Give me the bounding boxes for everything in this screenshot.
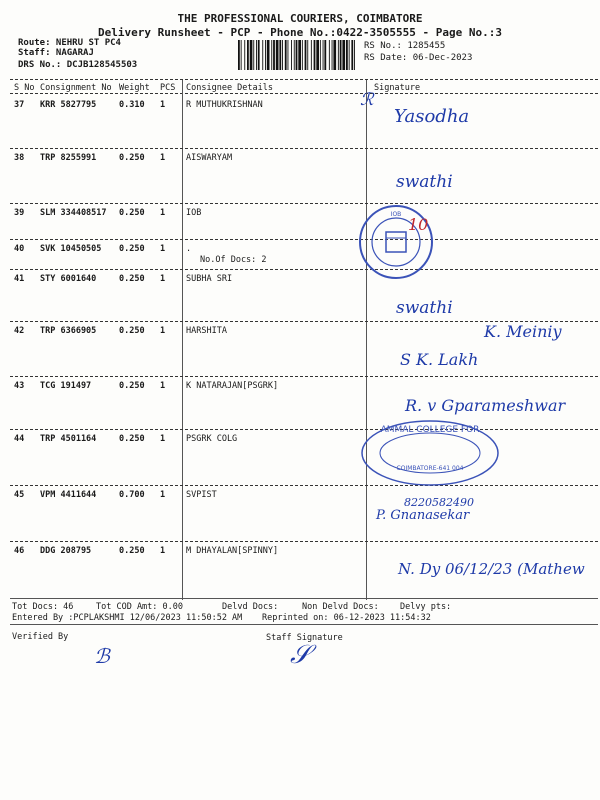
barcode-bar [346,40,348,70]
barcode-bar [298,40,301,70]
barcode-bar [276,40,279,70]
row-separator [10,429,598,430]
row-consignment-no: KRR 5827795 [40,100,97,110]
barcode-bar [273,40,275,70]
barcode-bar [307,40,308,70]
row-consignment-no: DDG 208795 [40,546,92,556]
row-pcs: 1 [160,153,166,163]
svg-text:10: 10 [408,215,429,234]
row-consignee: K NATARAJAN[PSGRK] [186,381,279,391]
col-consignee: Consignee Details [186,83,273,93]
row-weight: 0.250 [119,274,145,284]
barcode-bar [267,40,270,70]
entered-by: Entered By :PCPLAKSHMI 12/06/2023 11:50:52 AM [12,613,243,623]
row-pcs: 1 [160,490,166,500]
row-pcs: 1 [160,208,166,218]
column-divider [182,80,183,600]
column-divider [366,80,367,600]
row-sno: 40 [14,244,25,254]
row-consignment-no: TRP 8255991 [40,153,97,163]
row-sno: 38 [14,153,25,163]
barcode-bar [238,40,240,70]
route-label: Route: NEHRU ST PC4 [18,38,121,48]
row-separator [10,541,598,542]
barcode-bar [250,40,253,70]
signature-37: Yasodha [394,106,470,127]
rs-number: RS No.: 1285455 [364,41,446,51]
verified-by-label: Verified By [12,632,69,642]
svg-text:IOB: IOB [390,211,402,218]
svg-text:COIMBATORE-641 004: COIMBATORE-641 004 [396,465,464,472]
table-header-rule [10,93,598,94]
barcode-bar [332,40,333,70]
barcode-bar [342,40,345,70]
barcode-bar [302,40,303,70]
barcode-bar [314,40,316,70]
barcode-bar [316,40,319,70]
row-separator [10,239,598,240]
row-consignment-no: TRP 4501164 [40,434,97,444]
row-consignment-no: STY 6001640 [40,274,97,284]
delivery-points: Delvy pts: [400,602,452,612]
col-consignment: Consignment No [40,83,112,93]
col-pcs: PCS [160,83,176,93]
college-stamp-image [360,418,500,488]
svg-text:AMMAL COLLEGE FOR: AMMAL COLLEGE FOR [380,425,480,435]
barcode-bar [351,40,353,70]
row-consignee: SUBHA SRI [186,274,233,284]
barcode-bar [241,40,242,70]
table-top-rule [10,79,598,80]
row-sno: 37 [14,100,25,110]
row-weight: 0.250 [119,381,145,391]
barcode-bar [262,40,263,70]
staff-signature-label: Staff Signature [266,633,343,643]
barcode-image [236,40,358,70]
row-separator [10,269,598,270]
rs-date: RS Date: 06-Dec-2023 [364,53,473,63]
row-pcs: 1 [160,326,166,336]
row-weight: 0.250 [119,208,145,218]
row-sno: 45 [14,490,25,500]
barcode-bar [354,40,355,70]
row-consignee: R MUTHUKRISHNAN [186,100,263,110]
row-pcs: 1 [160,381,166,391]
barcode-bar [271,40,272,70]
row-pcs: 1 [160,546,166,556]
row-separator [10,376,598,377]
row-consignee: SVPIST [186,490,217,500]
barcode-bar [244,40,245,70]
row-sno: 46 [14,546,25,556]
barcode-bar [258,40,260,70]
barcode-bar [294,40,295,70]
signature-46: N. Dy 06/12/23 (Mathew [398,560,585,578]
row-note: No.Of Docs: 2 [200,255,267,265]
barcode-bar [323,40,324,70]
barcode-bar [279,40,281,70]
row-weight: 0.250 [119,326,145,336]
barcode-bar [282,40,283,70]
barcode-bar [253,40,254,70]
row-separator [10,203,598,204]
row-separator [10,485,598,486]
row-weight: 0.250 [119,153,145,163]
staff-label: Staff: NAGARAJ [18,48,94,58]
barcode-bar [349,40,350,70]
barcode-bar [311,40,312,70]
row-consignment-no: TRP 6366905 [40,326,97,336]
total-cod: Tot COD Amt: 0.00 [96,602,183,612]
row-sno: 39 [14,208,25,218]
barcode-bar [340,40,342,70]
page-subtitle: Delivery Runsheet - PCP - Phone No.:0422-3505555 - Page No.:3 [98,26,502,39]
row-consignee: . [186,244,192,254]
barcode-bar [333,40,336,70]
row-sno: 43 [14,381,25,391]
row-sno: 42 [14,326,25,336]
row-weight: 0.250 [119,244,145,254]
barcode-bar [285,40,287,70]
barcode-bar [247,40,249,70]
signature-43: R. v Gparameshwar [405,396,566,415]
barcode-bar [291,40,292,70]
verifier-signature-image: ℬ [94,644,110,668]
row-sno: 44 [14,434,25,444]
row-pcs: 1 [160,434,166,444]
total-docs: Tot Docs: 46 [12,602,74,612]
barcode-bar [265,40,266,70]
row-consignee: IOB [186,208,202,218]
footer-rule [10,598,598,599]
signature-initial: ℛ [360,90,374,110]
reprinted-on: Reprinted on: 06-12-2023 11:54:32 [262,613,431,623]
row-consignment-no: VPM 4411644 [40,490,97,500]
signature-42-a: K. Meiniy [484,322,562,341]
barcode-bar [320,40,321,70]
barcode-bar [256,40,257,70]
bank-stamp-image [356,202,436,282]
signature-38: swathi [396,172,453,192]
row-separator [10,148,598,149]
drs-number: DRS No.: DCJB128545503 [18,60,138,70]
signature-45-number: 8220582490 [404,496,474,509]
row-sno: 41 [14,274,25,284]
barcode-bar [324,40,326,70]
row-weight: 0.250 [119,434,145,444]
row-weight: 0.700 [119,490,145,500]
signature-41: swathi [396,298,453,318]
delivered-docs: Delvd Docs: [222,602,279,612]
footer-bottom-rule [10,624,598,625]
barcode-bar [305,40,307,70]
col-signature: Signature [374,83,421,93]
signature-42-b: S K. Lakh [400,350,479,369]
col-weight: Weight [119,83,150,93]
barcode-bar [338,40,339,70]
col-sno: S No [14,83,35,93]
barcode-bar [288,40,289,70]
non-delivered-docs: Non Delvd Docs: [302,602,379,612]
row-consignee: PSGRK COLG [186,434,238,444]
row-consignment-no: TCG 191497 [40,381,92,391]
row-weight: 0.250 [119,546,145,556]
signature-45: P. Gnanasekar [376,508,470,523]
row-consignee: M DHAYALAN[SPINNY] [186,546,279,556]
row-consignment-no: SLM 334408517 [40,208,107,218]
row-consignment-no: SVK 10450505 [40,244,102,254]
row-weight: 0.310 [119,100,145,110]
row-consignee: HARSHITA [186,326,227,336]
staff-signature-image: 𝒮 [290,640,311,670]
barcode-bar [329,40,330,70]
row-pcs: 1 [160,274,166,284]
row-pcs: 1 [160,100,166,110]
page-title: THE PROFESSIONAL COURIERS, COIMBATORE [177,12,423,25]
barcode-bar [296,40,298,70]
row-consignee: AISWARYAM [186,153,233,163]
row-pcs: 1 [160,244,166,254]
